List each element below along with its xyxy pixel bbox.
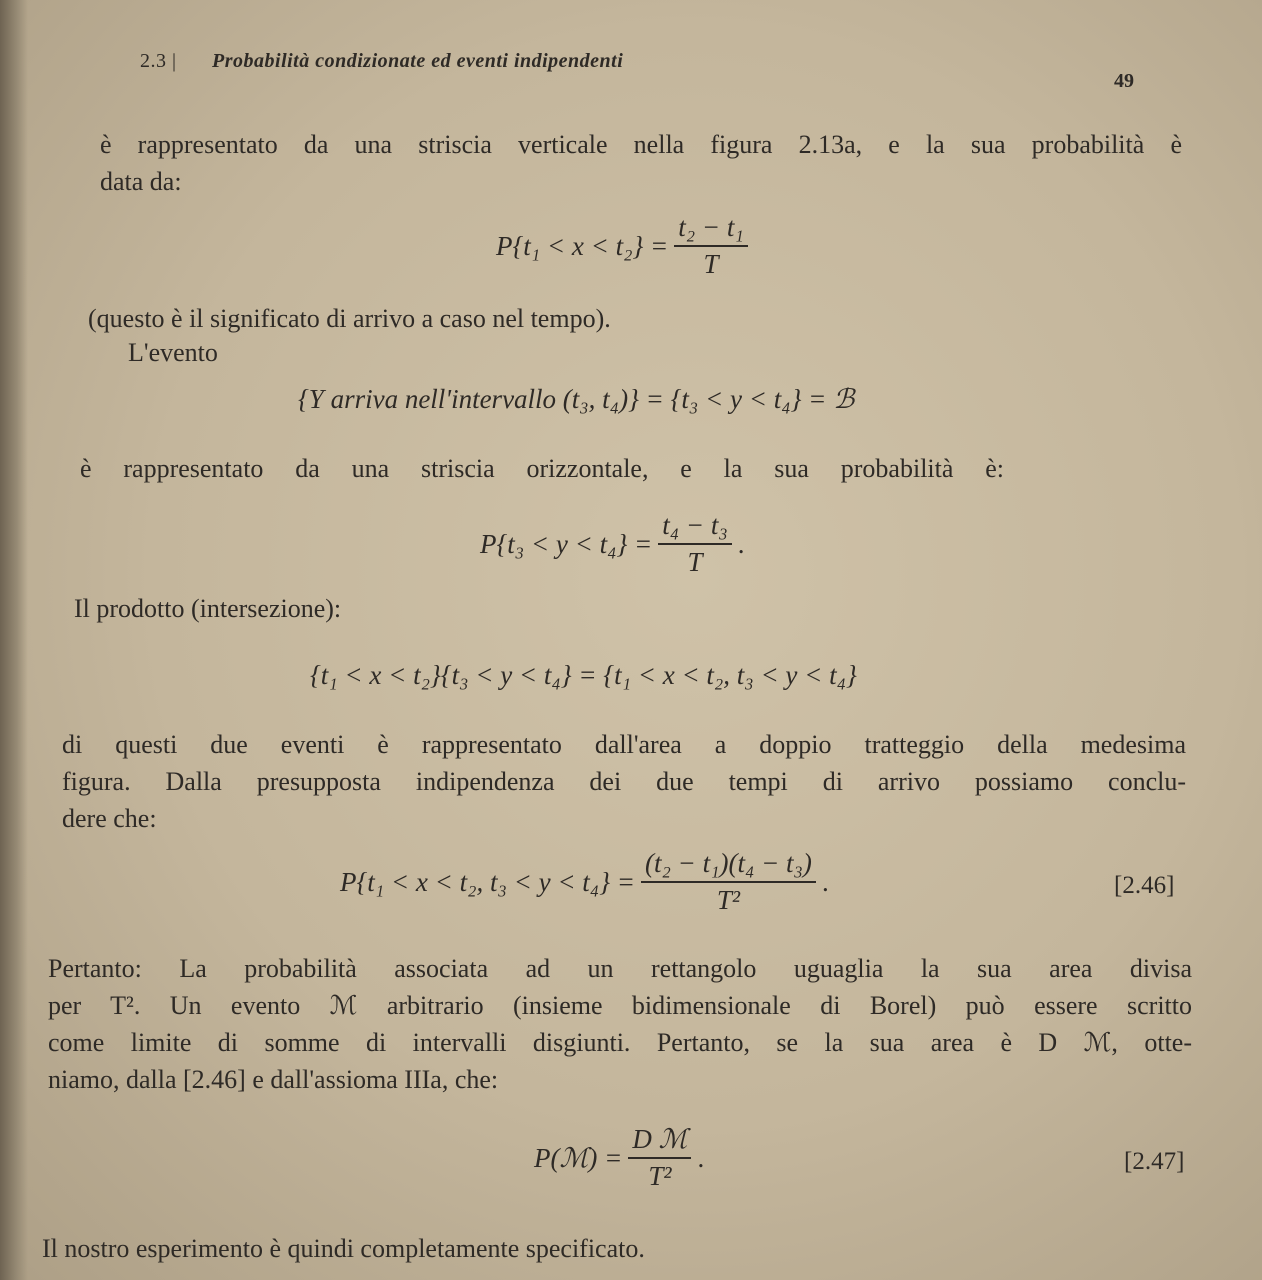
fraction bbox=[641, 848, 816, 916]
chapter-title: Probabilità condizionate ed eventi indipendenti bbox=[212, 50, 624, 72]
paragraph-4 bbox=[74, 590, 341, 627]
book-spine-shadow bbox=[0, 0, 28, 1280]
fraction bbox=[628, 1124, 691, 1192]
denominator: T bbox=[703, 249, 719, 279]
equation-text: {Y arriva nell'intervallo (t₃, t₄)} = {t₃ < y < t₄} = ℬ bbox=[298, 384, 855, 414]
text-line: (questo è il significato di arrivo a caso nel tempo). bbox=[88, 304, 611, 333]
fraction bbox=[658, 510, 732, 578]
fraction bbox=[674, 212, 748, 280]
text-line: è rappresentato da una striscia orizzontale, e la sua probabilità è: bbox=[80, 454, 1004, 483]
text-line: Il nostro esperimento è quindi completamente specificato. bbox=[42, 1234, 645, 1263]
denominator: T² bbox=[648, 1161, 672, 1191]
numerator: t₂ − t₁ bbox=[674, 212, 748, 247]
equation-punctuation: . bbox=[697, 1142, 705, 1173]
equation-lhs: P{t₁ < x < t₂, t₃ < y < t₄} = bbox=[340, 866, 635, 897]
text-line: dere che: bbox=[62, 804, 157, 833]
text-line: di questi due eventi è rappresentato dall'area a doppio tratteggio della medesima bbox=[62, 730, 1186, 759]
numerator: (t₂ − t₁)(t₄ − t₃) bbox=[641, 848, 816, 883]
page-number: 49 bbox=[1114, 70, 1134, 92]
equation-2 bbox=[298, 384, 854, 415]
paragraph-3 bbox=[80, 450, 1004, 487]
equation-lhs: P{t₃ < y < t₄} = bbox=[480, 528, 653, 559]
equation-lhs: P(ℳ) = bbox=[534, 1142, 623, 1173]
paragraph-1 bbox=[100, 126, 1182, 200]
equation-4 bbox=[310, 660, 857, 691]
text-line: Il prodotto (intersezione): bbox=[74, 594, 342, 623]
equation-number-2-47: [2.47] bbox=[1124, 1148, 1185, 1175]
paragraph-7 bbox=[42, 1230, 645, 1267]
paragraph-5 bbox=[62, 726, 1186, 837]
paragraph-6 bbox=[48, 950, 1192, 1098]
equation-punctuation: . bbox=[821, 866, 829, 897]
text-line: L'evento bbox=[128, 338, 218, 367]
numerator: D ℳ bbox=[628, 1124, 691, 1159]
equation-2-47 bbox=[534, 1124, 704, 1192]
equation-1 bbox=[496, 212, 754, 280]
equation-2-46 bbox=[340, 848, 829, 916]
text-line: per T². Un evento ℳ arbitrario (insieme bidimensionale di Borel) può essere scritto bbox=[48, 991, 1192, 1020]
denominator: T bbox=[687, 547, 703, 577]
text-line: data da: bbox=[100, 167, 182, 196]
equation-text: {t₁ < x < t₂}{t₃ < y < t₄} = {t₁ < x < t₂, t₃ < y < t₄} bbox=[310, 660, 857, 690]
equation-punctuation: . bbox=[737, 528, 745, 559]
text-line: è rappresentato da una striscia verticale nella figura 2.13a, e la sua probabilità è bbox=[100, 130, 1182, 159]
text-line: Pertanto: La probabilità associata ad un rettangolo uguaglia la sua area divisa bbox=[48, 954, 1192, 983]
text-line: niamo, dalla [2.46] e dall'assioma IIIa, che: bbox=[48, 1065, 499, 1094]
equation-lhs: P{t₁ < x < t₂} = bbox=[496, 230, 669, 261]
numerator: t₄ − t₃ bbox=[658, 510, 732, 545]
equation-number-2-46: [2.46] bbox=[1114, 872, 1175, 899]
text-line: figura. Dalla presupposta indipendenza dei due tempi di arrivo possiamo conclu- bbox=[62, 767, 1186, 796]
equation-3 bbox=[480, 510, 745, 578]
paragraph-2 bbox=[88, 300, 611, 337]
denominator: T² bbox=[716, 885, 741, 915]
paragraph-2-indent bbox=[128, 334, 218, 371]
section-number: 2.3 | bbox=[140, 50, 177, 72]
text-line: come limite di somme di intervalli disgiunti. Pertanto, se la sua area è D ℳ, otte- bbox=[48, 1028, 1192, 1057]
running-head bbox=[140, 50, 623, 73]
